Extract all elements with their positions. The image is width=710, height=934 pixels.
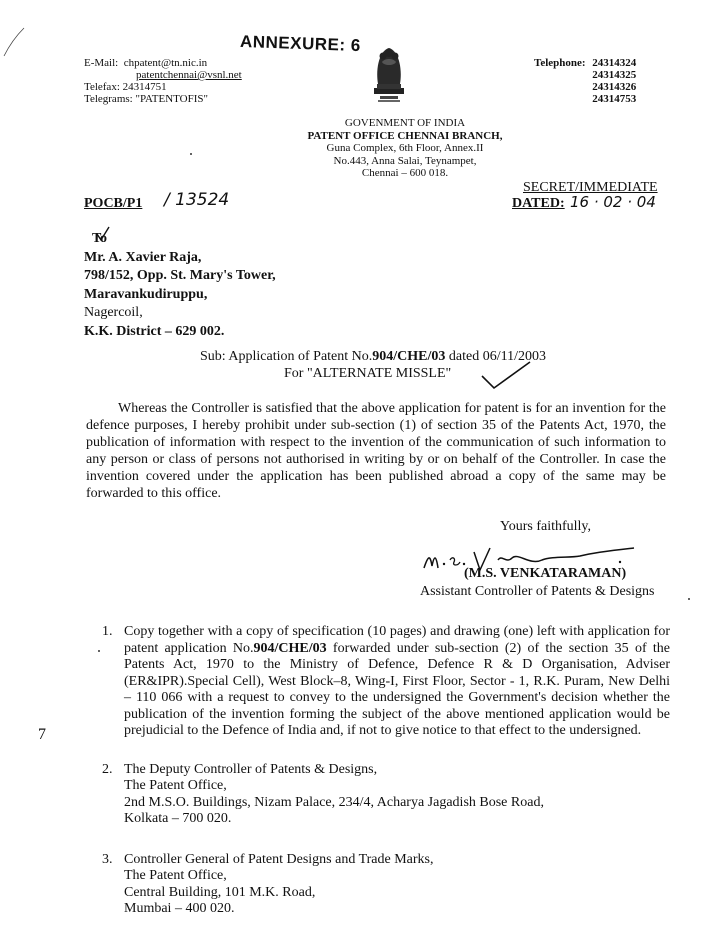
copy-address-line: Mumbai – 400 020. [124,901,235,916]
list-number: 3. [102,851,113,867]
scan-speck [190,153,192,155]
telephone-label: Telephone: [534,57,586,69]
application-number: 904/CHE/03 [253,640,327,656]
copy-address-line: The Deputy Controller of Patents & Designs, [124,761,378,777]
telephone-number: 24314325 [592,69,637,81]
telephone-number: 24314324 [592,57,637,69]
list-item [78,852,670,918]
copy-address-line: Central Building, 101 M.K. Road, [124,884,316,900]
address-line: Nagercoil, [84,305,143,320]
telegrams: Telegrams: "PATENTOFIS" [84,93,209,105]
copy-address-line: The Patent Office, [124,868,227,883]
national-emblem-icon [368,42,410,110]
office-line: Guna Complex, 6th Floor, Annex.II [326,142,484,154]
tick-mark-icon [480,358,560,394]
list-number: 2. [102,761,113,777]
office-name: PATENT OFFICE CHENNAI BRANCH, [307,129,503,142]
telefax: Telefax: 24314751 [84,81,167,93]
contact-block-left [84,57,242,105]
copy-address-line: 2nd M.S.O. Buildings, Nizam Palace, 234/4, Acharya Jagadish Bose Road, [124,794,544,810]
office-line: GOVENMENT OF INDIA [344,117,466,129]
address-line: Mr. A. Xavier Raja, [84,249,202,265]
subject: Sub: Application of Patent No.904/CHE/03 dated 06/11/2003 For "ALTERNATE MISSLE" [200,348,620,382]
list-item [78,762,670,828]
date-handwritten: 16 · 02 · 04 [570,193,656,211]
closing: Yours faithfully, [500,519,592,534]
classification-label: SECRET/IMMEDIATE [523,180,658,195]
reference-number [84,196,142,212]
reference-handwritten: / 13524 [164,190,230,210]
application-number: 904/CHE/03 [372,349,446,364]
signatory-name: (M.S. VENKATARAMAN) [464,566,627,581]
email-primary: chpatent@tn.nic.in [123,57,208,69]
copy-address-line: Kolkata – 700 020. [124,811,232,826]
margin-mark: 7 [38,726,46,743]
office-address [290,117,520,180]
body-paragraph: Whereas the Controller is satisfied that the above application for patent is for an invention for the defence purposes, I hereby prohibit under sub-section (1) of section 35 of the Patents Act, 1970, the publication of information with respect to the invention of the communication of such information to any person or class of persons not authorised in writing by or on behalf of the Controller. In case the invention covered under the application has been published abroad a copy of the same may be forwarded to this office. [86,401,666,501]
recipient-address [84,230,276,341]
list-number: 1. [102,624,113,639]
dated-label: DATED: [512,196,565,211]
recipient-to: To [92,231,108,246]
subject-for: For "ALTERNATE MISSLE" [284,366,452,381]
address-line: 798/152, Opp. St. Mary's Tower, [84,268,276,283]
corner-scribble-icon [0,20,30,60]
address-line: Maravankudiruppu, [84,286,208,302]
office-line: No.443, Anna Salai, Teynampet, [333,154,477,167]
copy-address-line: Controller General of Patent Designs and Trade Marks, [124,851,434,867]
annexure-label: ANNEXURE: 6 [239,31,362,56]
contact-block-right [534,57,636,105]
email-label: E-Mail: [84,57,119,69]
copy-address-line: The Patent Office, [124,778,227,793]
reference-prefix: POCB/P1 [84,196,143,211]
scan-speck [98,650,100,652]
email-secondary: patentchennai@vsnl.net [136,69,242,81]
scan-speck [688,598,690,600]
address-line: K.K. District – 629 002. [84,323,225,339]
office-line: Chennai – 600 018. [361,167,449,179]
telephone-number: 24314753 [592,93,637,105]
list-item: 1. Copy together with a copy of specification (10 pages) and drawing (one) left with application for patent application No.904/CHE/03 forwarded under sub-section (2) of the section 35 of the Patents Act, 1970 to the Ministry of Defence, Defence R & D Organisation, Adviser (ER&IPR).Special Cell), West Block–8, Wing-I, First Floor, Sector - 1, R.K. Puram, New Delhi – 110 066 with a request to convey to the undersigned the Government's decision whether the publication of the invention forming the subject of the above mentioned application would be prejudicial to the Defence of India and, if not to give notice to that effect to the undersigned. [102,624,670,738]
signatory-title: Assistant Controller of Patents & Designs [420,584,655,599]
telephone-number: 24314326 [592,81,637,93]
copy-to-list [78,624,670,918]
